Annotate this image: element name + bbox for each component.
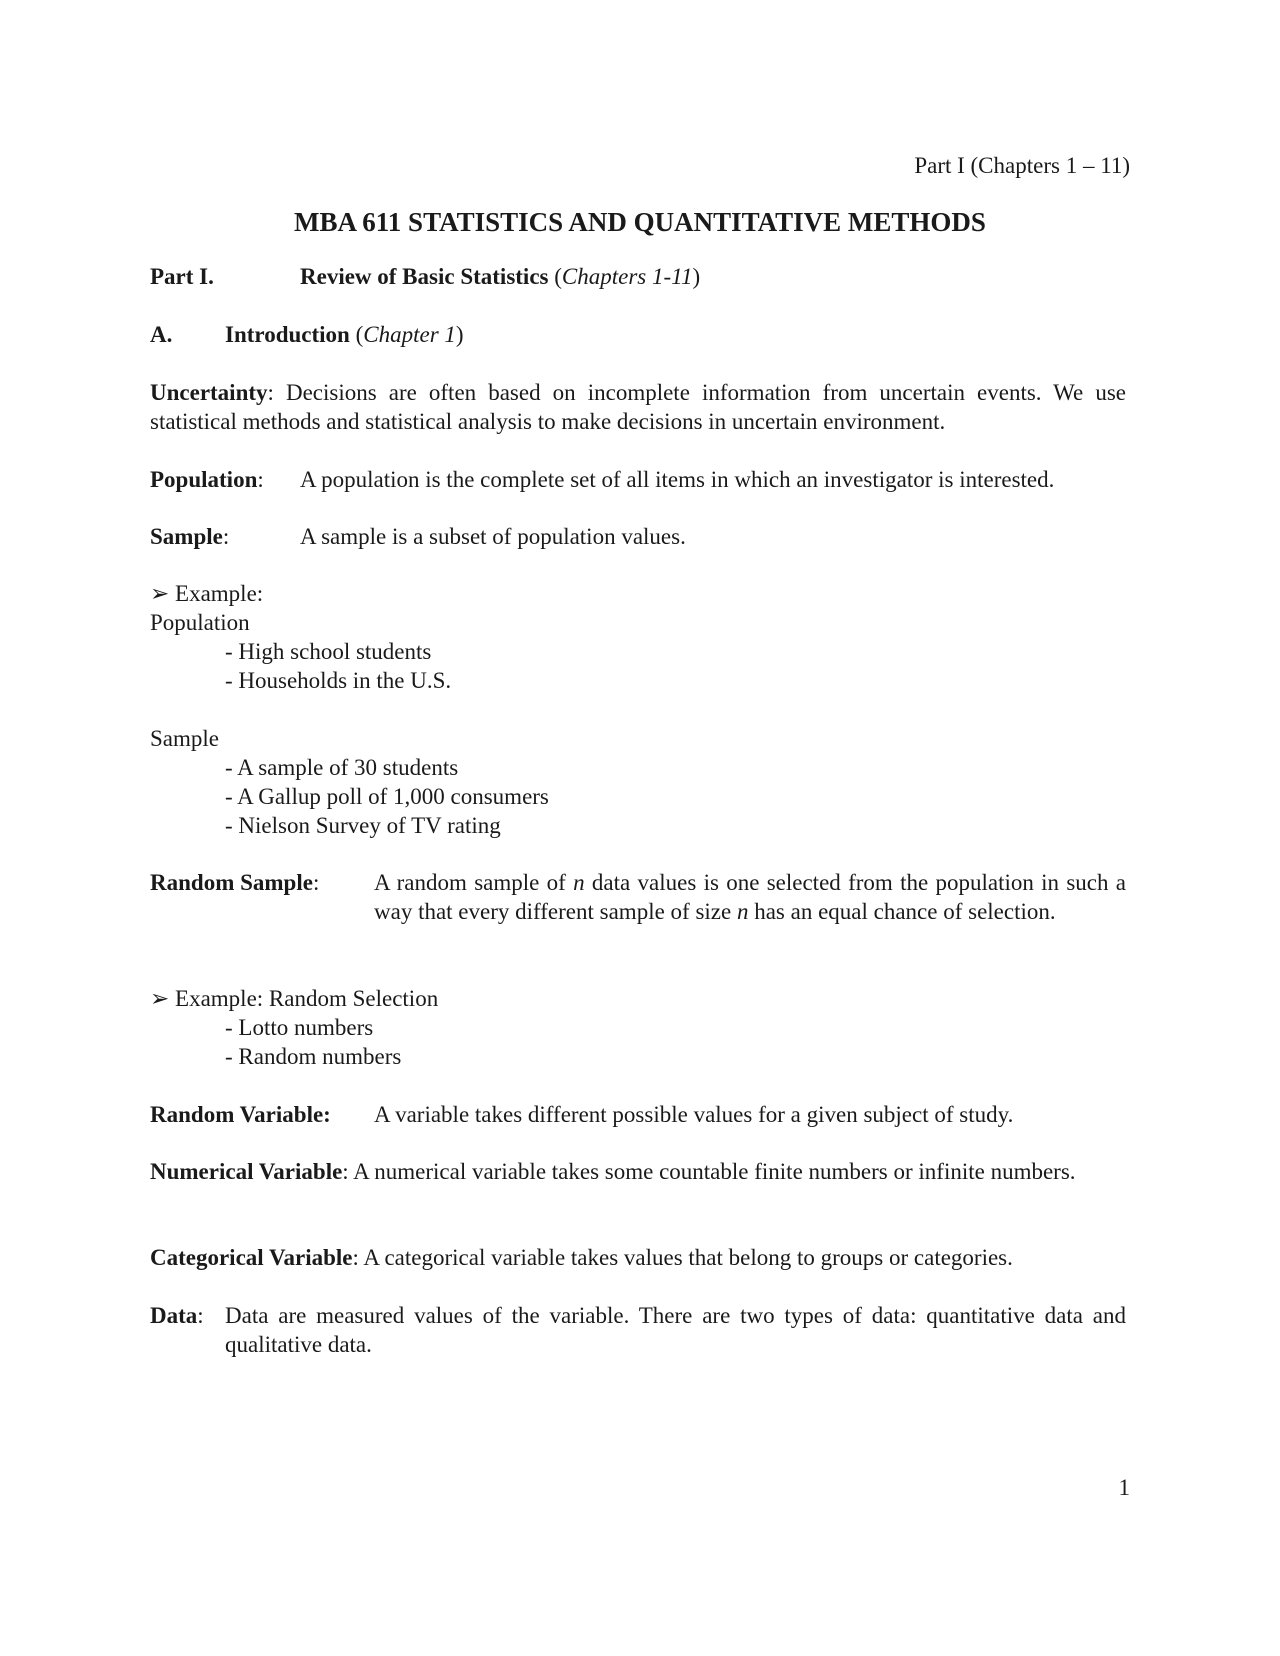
random-variable-term: Random Variable: <box>150 1102 331 1127</box>
example1-sample-label: Sample <box>150 726 219 751</box>
uncertainty-term: Uncertainty <box>150 380 268 405</box>
data-colon: : <box>197 1303 204 1328</box>
numerical-variable-definition <box>150 1157 1126 1186</box>
categorical-variable-text: : A categorical variable takes values that belong to groups or categories. <box>352 1245 1013 1270</box>
random-sample-definition <box>150 868 1126 958</box>
part-chapters: Chapters 1-11 <box>561 264 693 289</box>
sample-term: Sample <box>150 524 223 549</box>
example1-block <box>150 579 1126 840</box>
example1-heading <box>150 579 1126 608</box>
random-sample-term: Random Sample <box>150 870 313 895</box>
numerical-variable-text: : A numerical variable takes some countable finite numbers or infinite numbers. <box>342 1159 1076 1184</box>
example2-item: - Lotto numbers <box>225 1015 374 1040</box>
arrow-bullet-icon: ➢ <box>150 986 170 1011</box>
data-definition <box>150 1301 1126 1361</box>
document-title: MBA 611 STATISTICS AND QUANTITATIVE METHODS <box>294 207 986 237</box>
example1-population-item: - High school students <box>225 639 432 664</box>
numerical-variable-term: Numerical Variable <box>150 1159 343 1184</box>
page-number: 1 <box>1118 1475 1130 1500</box>
example1-sample-item: - A Gallup poll of 1,000 consumers <box>225 784 549 809</box>
sample-colon: : <box>222 524 230 549</box>
data-text: Data are measured values of the variable. There are two types of data: quantitative data and qualitative data. <box>225 1303 1126 1357</box>
header-part-reference: Part I (Chapters 1 – 11) <box>914 153 1130 178</box>
random-sample-text-1: A random sample of <box>374 870 574 895</box>
uncertainty-text: : Decisions are often based on incomplete information from uncertain events. We use statistical methods and statistical analysis to make decisions in uncertain environment. <box>150 380 1126 434</box>
population-label <box>150 465 264 494</box>
population-colon: : <box>257 467 264 492</box>
section-a-title: Introduction <box>225 322 350 347</box>
sample-label <box>150 522 229 551</box>
part-heading-title: Review of Basic Statistics <box>300 264 549 289</box>
data-term: Data <box>150 1303 198 1328</box>
categorical-variable-definition <box>150 1243 1126 1272</box>
part-heading-text <box>300 262 700 291</box>
random-sample-colon: : <box>312 870 320 895</box>
sample-text: A sample is a subset of population values. <box>300 524 686 549</box>
part-paren-open: ( <box>548 264 562 289</box>
section-a-chapter: Chapter 1 <box>363 322 456 347</box>
section-a-label: A. <box>150 322 173 347</box>
example1-label: Example: <box>175 581 264 606</box>
uncertainty-definition <box>150 378 1126 436</box>
example1-sample-item: - A sample of 30 students <box>225 755 459 780</box>
arrow-bullet-icon: ➢ <box>150 581 170 606</box>
random-sample-label <box>150 868 319 897</box>
example1-population-label: Population <box>150 610 250 635</box>
data-label <box>150 1301 204 1330</box>
section-a-paren-close: ) <box>455 322 464 347</box>
random-sample-text-3: has an equal chance of selection. <box>748 899 1056 924</box>
example1-population-item: - Households in the U.S. <box>225 668 452 693</box>
part-paren-close: ) <box>692 264 701 289</box>
random-sample-n-symbol: n <box>736 899 749 924</box>
example2-heading <box>150 984 1126 1013</box>
random-sample-text <box>374 868 1126 926</box>
example1-sample-item: - Nielson Survey of TV rating <box>225 813 501 838</box>
population-term: Population <box>150 467 258 492</box>
section-a-heading-text <box>225 320 464 349</box>
random-sample-text-2: data values is one selected from the population in such a way that every different sample of size <box>374 870 1127 924</box>
categorical-variable-term: Categorical Variable <box>150 1245 353 1270</box>
example2-label: Example: Random Selection <box>175 986 439 1011</box>
population-text: A population is the complete set of all items in which an investigator is interested. <box>300 467 1055 492</box>
random-sample-n-symbol: n <box>573 870 585 895</box>
section-a-paren-open: ( <box>349 322 364 347</box>
example2-block <box>150 984 1126 1071</box>
part-label: Part I. <box>150 264 214 289</box>
example2-item: - Random numbers <box>225 1044 402 1069</box>
random-variable-text: A variable takes different possible values for a given subject of study. <box>374 1102 1014 1127</box>
